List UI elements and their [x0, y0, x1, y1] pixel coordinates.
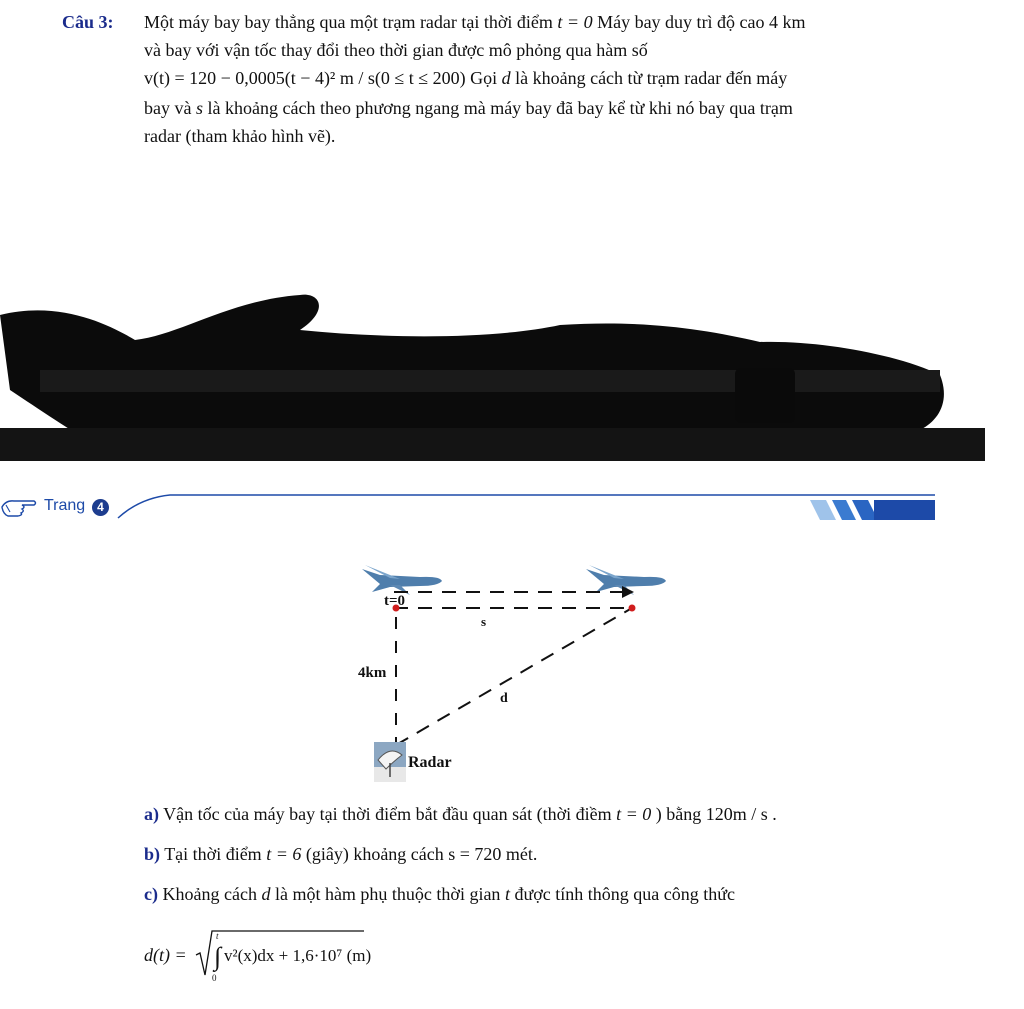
- svg-text:d(t) =: d(t) =: [144, 945, 187, 965]
- question-line-1: Một máy bay bay thẳng qua một trạm radar tại thời điểm t = 0 Máy bay duy trì độ cao 4 km: [144, 12, 806, 32]
- s-label: s: [481, 614, 487, 629]
- radar-dish-icon: [374, 742, 406, 782]
- statement-c: c) Khoảng cách d là một hàm phụ thuộc thời gian t được tính thông qua công thức: [144, 884, 735, 904]
- velocity-formula: v(t) = 120 − 0,0005(t − 4)² m / s(0 ≤ t ≤ 200): [144, 68, 466, 88]
- svg-text:v²(x)dx + 1,6·10⁷ (m): v²(x)dx + 1,6·10⁷ (m): [224, 946, 372, 965]
- height-label: 4km: [358, 665, 387, 681]
- svg-text:0: 0: [212, 973, 217, 983]
- airplane-left-icon: [362, 565, 442, 595]
- statement-b: b) Tại thời điểm t = 6 (giây) khoảng cách s = 720 mét.: [144, 844, 538, 864]
- question-line-3: v(t) = 120 − 0,0005(t − 4)² m / s(0 ≤ t ≤ 200) Gọi d là khoảng cách từ trạm radar đến máy: [144, 68, 788, 88]
- d-label: d: [500, 691, 508, 706]
- distance-formula: [144, 925, 444, 985]
- radar-diagram: [350, 555, 690, 790]
- question-label: Câu 3:: [62, 12, 114, 32]
- question-line-4: bay và s là khoảng cách theo phương ngang mà máy bay đã bay kể từ khi nó bay qua trạm: [144, 98, 793, 118]
- radar-label: Radar: [408, 754, 452, 771]
- page-label: Trang: [44, 497, 86, 514]
- svg-text:∫: ∫: [214, 942, 222, 971]
- page-footer-band: [0, 488, 1024, 528]
- svg-text:t: t: [216, 931, 219, 941]
- pointing-hand-icon: [0, 496, 40, 518]
- t0-label: t=0: [384, 593, 406, 609]
- page-number-badge: 4: [92, 499, 109, 516]
- question-line-2: và bay với vận tốc thay đổi theo thời gian được mô phỏng qua hàm số: [144, 40, 648, 60]
- redaction-scribble: [0, 270, 1000, 470]
- statement-a: a) Vận tốc của máy bay tại thời điểm bắt đầu quan sát (thời điềm t = 0 ) bằng 120m / s .: [144, 804, 777, 824]
- question-line-5: radar (tham khảo hình vẽ).: [144, 126, 336, 146]
